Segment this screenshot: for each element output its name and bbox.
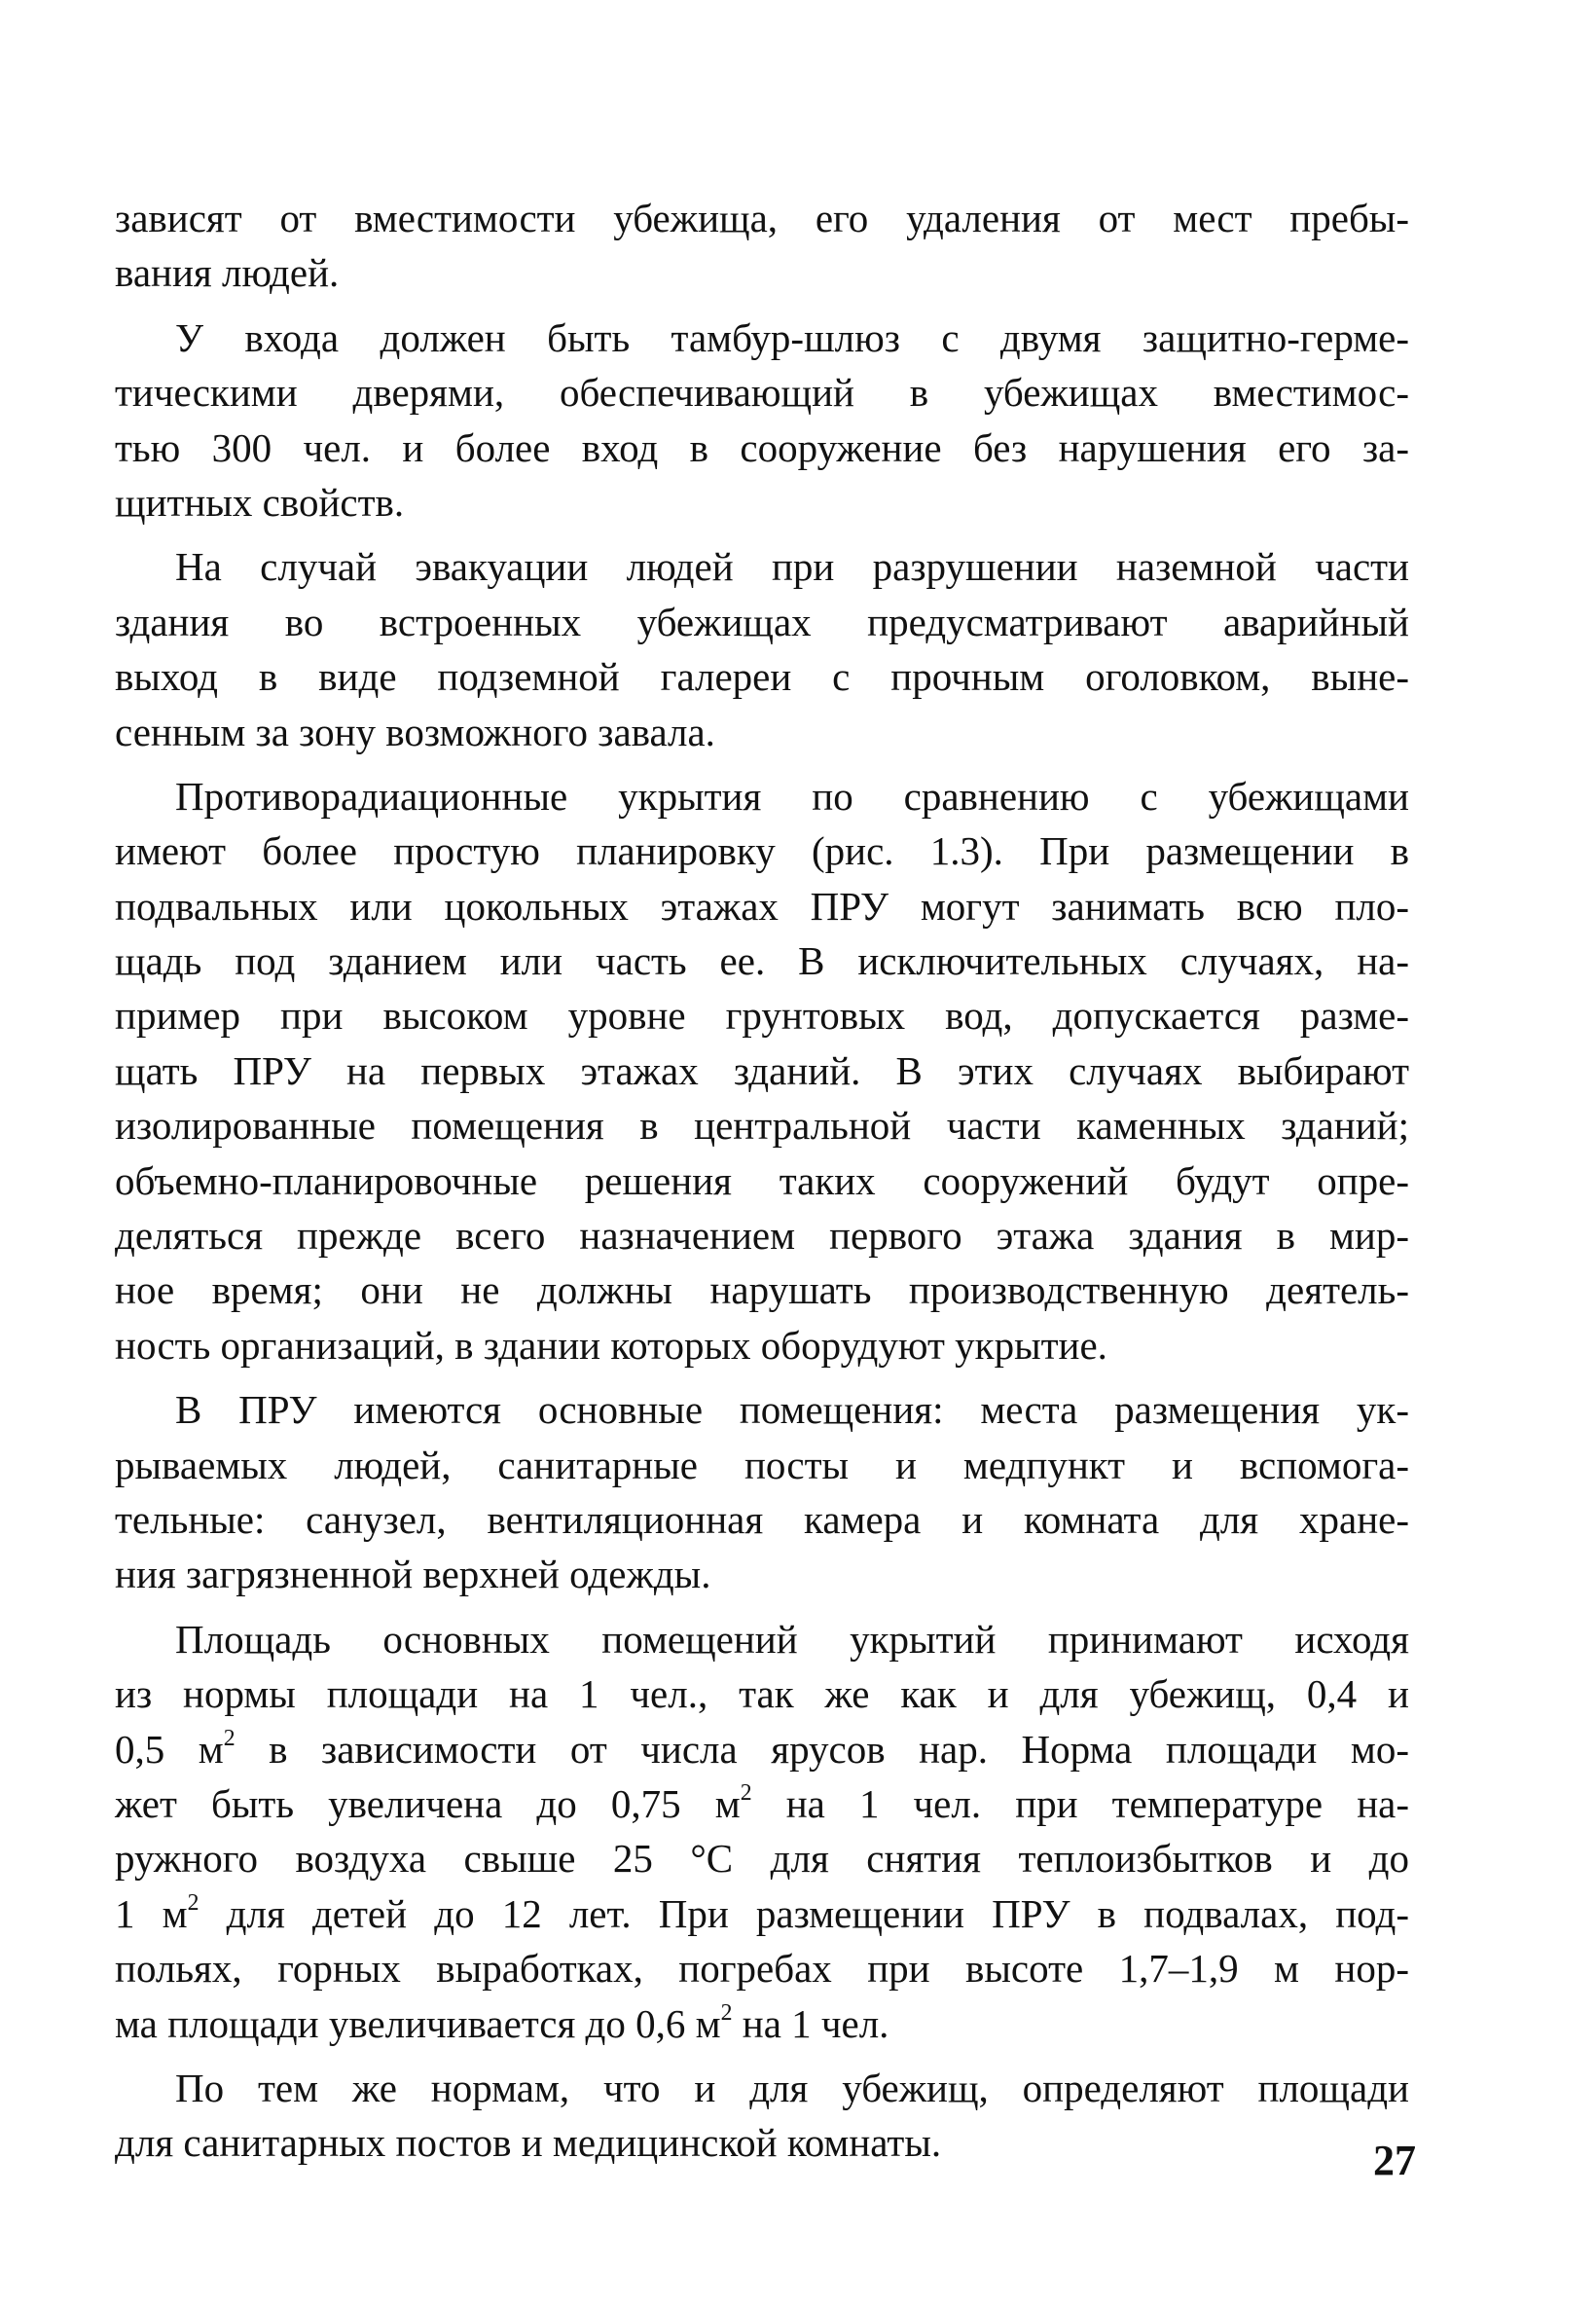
text-line: ма площади увеличивается до 0,6 $м^2$ на 1 чел. (115, 1999, 889, 2046)
text-line: Площадь основных помещений укрытий принимают исходя (175, 1616, 1409, 1662)
text-line: объемно-планировочные решения таких сооружений будут опре- (115, 1157, 1409, 1203)
paragraph-1 (115, 191, 1409, 301)
paragraph-4 (115, 769, 1409, 1372)
text-line: тельные: санузел, вентиляционная камера и комната для хране- (115, 1496, 1409, 1542)
superscript-two: 2 (740, 1780, 752, 1807)
superscript-two: 2 (187, 1889, 200, 1916)
text-line: изолированные помещения в центральной части каменных зданий; (115, 1103, 1409, 1149)
text-line: По тем же нормам, что и для убежищ, определяют площади (175, 2065, 1409, 2110)
text-line: польях, горных выработках, погребах при высоте 1,7–1,9 м нор- (115, 1946, 1409, 1992)
text-line: В ПРУ имеются основные помещения: места размещения ук- (175, 1387, 1409, 1433)
text-line: На случай эвакуации людей при разрушении наземной части (175, 544, 1409, 590)
text-line: подвальных или цокольных этажах ПРУ могут занимать всю пло- (115, 883, 1409, 929)
paragraph-5 (115, 1382, 1409, 1602)
text-line: сенным за зону возможного завала. (115, 709, 715, 754)
text-line: вания людей. (115, 250, 340, 296)
text-line: деляться прежде всего назначением первого этажа здания в мир- (115, 1213, 1409, 1259)
superscript-two: 2 (223, 1725, 236, 1751)
superscript-two: 2 (720, 1999, 733, 2026)
paragraph-2 (115, 311, 1409, 531)
text-line: рываемых людей, санитарные посты и медпункт и вспомога- (115, 1442, 1409, 1487)
text-line: выход в виде подземной галереи с прочным оголовком, выне- (115, 654, 1409, 700)
text-line: из нормы площади на 1 чел., так же как и для убежищ, 0,4 и (115, 1671, 1409, 1717)
text-line: жет быть увеличена до 0,75 $м^2$ на 1 чел. при температуре на- (115, 1780, 1409, 1826)
text-line: щитных свойств. (115, 479, 405, 525)
text-line: щадь под зданием или часть ее. В исключительных случаях, на- (115, 938, 1409, 984)
text-line: 1 $м^2$ для детей до 12 лет. При размещении ПРУ в подвалах, под- (115, 1889, 1409, 1936)
page-number: 27 (1373, 2137, 1416, 2184)
text-line: имеют более простую планировку (рис. 1.3). При размещении в (115, 828, 1409, 874)
text-line: 0,5 $м^2$ в зависимости от числа ярусов нар. Норма площади мо- (115, 1725, 1409, 1772)
text-line: для санитарных постов и медицинской комнаты. (115, 2120, 942, 2166)
text-line: У входа должен быть тамбур-шлюз с двумя защитно-герме- (175, 314, 1409, 360)
text-line: ружного воздуха свыше 25 °С для снятия теплоизбытков и до (115, 1836, 1409, 1882)
text-line: Противорадиационные укрытия по сравнению с убежищами (175, 773, 1409, 819)
text-line: пример при высоком уровне грунтовых вод, допускается разме- (115, 993, 1409, 1039)
text-line: тическими дверями, обеспечивающий в убежищах вместимос- (115, 370, 1409, 416)
text-line: ное время; они не должны нарушать производственную деятель- (115, 1267, 1409, 1313)
text-line: зависят от вместимости убежища, его удаления от мест пребы- (115, 196, 1409, 240)
page-body (115, 191, 1409, 2180)
paragraph-6 (115, 1612, 1409, 2051)
text-line: тью 300 чел. и более вход в сооружение без нарушения его за- (115, 424, 1409, 470)
paragraph-3 (115, 539, 1409, 759)
text-line: ность организаций, в здании которых оборудуют укрытие. (115, 1322, 1107, 1368)
text-line: здания во встроенных убежищах предусматривают аварийный (115, 599, 1409, 644)
text-line: ния загрязненной верхней одежды. (115, 1552, 711, 1597)
text-line: щать ПРУ на первых этажах зданий. В этих случаях выбирают (115, 1047, 1409, 1093)
paragraph-7 (115, 2061, 1409, 2171)
